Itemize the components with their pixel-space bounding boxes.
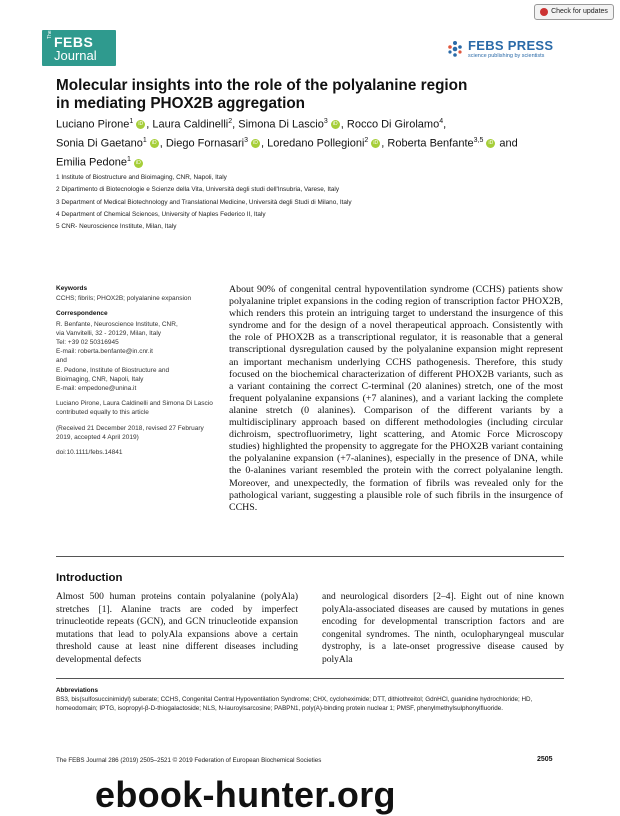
keywords-text: CCHS; fibrils; PHOX2B; polyalanine expansion (56, 295, 192, 303)
author-list (56, 114, 576, 171)
page-number: 2505 (537, 756, 553, 763)
correspondence-line: Bioimaging, CNR, Napoli, Italy (56, 375, 144, 383)
introduction-heading: Introduction (56, 572, 123, 584)
affiliation: 2 Dipartimento di Biotecnologie e Scienze della Vita, Università degli studi dell'Insubria, Varese, Italy (56, 186, 340, 194)
equal-contribution-note: Luciano Pirone, Laura Caldinelli and Simona Di Lascio contributed equally to this article (56, 400, 213, 417)
title-line: Molecular insights into the role of the polyalanine region (56, 77, 468, 94)
press-dots-icon (446, 40, 464, 58)
abstract-text: About 90% of congenital central hypoventilation syndrome (CCHS) patients show polyalanine triplet expansions in the coding region of transcription factor PHOX2B, which renders this protein an intriguing target to understand the insurgence of this syndrome and for the design of a novel therapeutical approach. Consistently with the role of PHOX2B as a transcriptional regulator, it is reasonable that a general transcriptional dysregulation caused by the polyalanine expansion might represent an important mechanism underlying CCHS pathogenesis. Therefore, this study focused on the biochemical characterization of different PHOX2B variants, such as a variant containing the correct C-terminal (20 alanines) stretch, one of the most frequent polyalanine expansions (+7 alanines), and a variant lacking the complete alanine stretch (0 alanines). Comparison of the different variants by a multidisciplinary approach based on different methodologies (including circular dichroism, spectrofluorimetry, light scattering, and Atomic Force Microscopy studies) highlighted the propensity to aggregate for the PHOX2B variant containing the polyalanine expansion (+7-alanines), especially in the presence of DNA, while the 0-alanines variant resembled the protein with the correct polyalanine length. Moreover, and unexpectedly, the formation of fibrils was revealed only for the pathological variant, suggesting a plausible role of such fibrils in the insurgence of CCHS. (229, 284, 563, 513)
orcid-icon[interactable]: iD (136, 120, 145, 129)
update-icon (540, 8, 548, 16)
check-for-updates-button[interactable] (534, 4, 614, 20)
sidebar-info (56, 284, 221, 463)
correspondence-line: E. Pedone, Institute of Biostructure and (56, 366, 170, 374)
orcid-icon[interactable]: iD (331, 120, 340, 129)
article-title (56, 77, 576, 113)
press-logo (446, 38, 556, 66)
abbreviations-divider (56, 678, 564, 679)
check-for-updates-label: Check for updates (551, 8, 608, 15)
journal-logo (42, 30, 116, 66)
affiliations (56, 172, 576, 233)
intro-column-right: and neurological disorders [2–4]. Eight out of nine known polyAla-associated diseases are caused by mutations in genes encoding for developmental transcription factors and are congenital syndromes. The ninth, oculopharyngeal muscular dystrophy, is a late-onset progressive disease caused by polyAla (322, 592, 564, 665)
orcid-icon[interactable]: iD (371, 139, 380, 148)
journal-logo-the: The (47, 30, 53, 39)
affiliation: 1 Institute of Biostructure and Bioimaging, CNR, Napoli, Italy (56, 174, 227, 181)
correspondence-line: Tel: +39 02 50316945 (56, 339, 119, 347)
intro-column-left: Almost 500 human proteins contain polyalanine (polyAla) stretches [1]. Alanine tracts are coded by imperfect trinucleotide repeats (GCN), and GCN trinucleotide expansion mutations that lead to polyAla expansions above a certain threshold cause at least nine different diseases including developmental defects (56, 592, 298, 665)
correspondence-line: R. Benfante, Neuroscience Institute, CNR, (56, 320, 178, 328)
orcid-icon[interactable]: iD (150, 139, 159, 148)
authors-line: Emilia Pedone$^1$ iD (56, 152, 576, 171)
journal-logo-journal: Journal (54, 48, 97, 63)
abbreviations-text: BS3, bis(sulfosuccinimidyl) suberate; CCHS, Congenital Central Hypoventilation Syndrome; CHX, cycloheximide; DTT, dithiothreitol; GdnHCl, guanidine hydrochloride; HD, homeodomain; IPTG, isopropyl-β-D-thiogalactoside; NLS, N-lauroylsarcosine; PABPN1, poly(A)-binding protein nuclear 1; PMSF, phenylmethylsulphonylfluoride. (56, 695, 533, 712)
affiliation: 3 Department of Medical Biotechnology and Translational Medicine, Università degli Studi di Milano, Italy (56, 198, 352, 206)
footer-citation: The FEBS Journal 286 (2019) 2505–2521 © 2019 Federation of European Biochemical Societies (56, 757, 322, 764)
authors-line: Luciano Pirone$^1$ iD , Laura Caldinelli$^2$, Simona Di Lascio$^3$ iD , Rocco Di Girolamo$^4$, (56, 118, 447, 131)
press-tagline: science publishing by scientists (468, 53, 545, 59)
abbreviations-heading: Abbreviations (56, 687, 98, 694)
received-history: (Received 21 December 2018, revised 27 February 2019, accepted 4 April 2019) (56, 424, 204, 441)
orcid-icon[interactable]: iD (486, 139, 495, 148)
watermark-text: ebook-hunter.org (95, 774, 396, 815)
keywords-heading: Keywords (56, 285, 88, 292)
abbreviations-box (56, 687, 564, 714)
press-name: FEBS PRESS (468, 38, 554, 53)
correspondence-heading: Correspondence (56, 310, 108, 318)
title-line: in mediating PHOX2B aggregation (56, 95, 306, 112)
orcid-icon[interactable]: iD (134, 159, 143, 168)
affiliation: 5 CNR- Neuroscience Institute, Milan, Italy (56, 223, 177, 231)
affiliation: 4 Department of Chemical Sciences, University of Naples Federico II, Italy (56, 210, 266, 218)
section-divider (56, 556, 564, 557)
correspondence-line: and (56, 357, 67, 365)
correspondence-line: via Vanvitelli, 32 - 20129, Milan, Italy (56, 329, 162, 337)
doi-link[interactable]: doi:10.1111/febs.14841 (56, 449, 123, 457)
authors-line: Sonia Di Gaetano$^1$ iD , Diego Fornasari$^3$ iD , Loredano Pollegioni$^2$ iD , Roberta Benfante$^{3,5}$ iD and (56, 137, 518, 150)
correspondence-email[interactable]: E-mail: roberta.benfante@in.cnr.it (56, 348, 153, 356)
journal-logo-febs: FEBS (54, 34, 94, 50)
orcid-icon[interactable]: iD (251, 139, 260, 148)
correspondence-email[interactable]: E-mail: empedone@unina.it (56, 385, 137, 393)
